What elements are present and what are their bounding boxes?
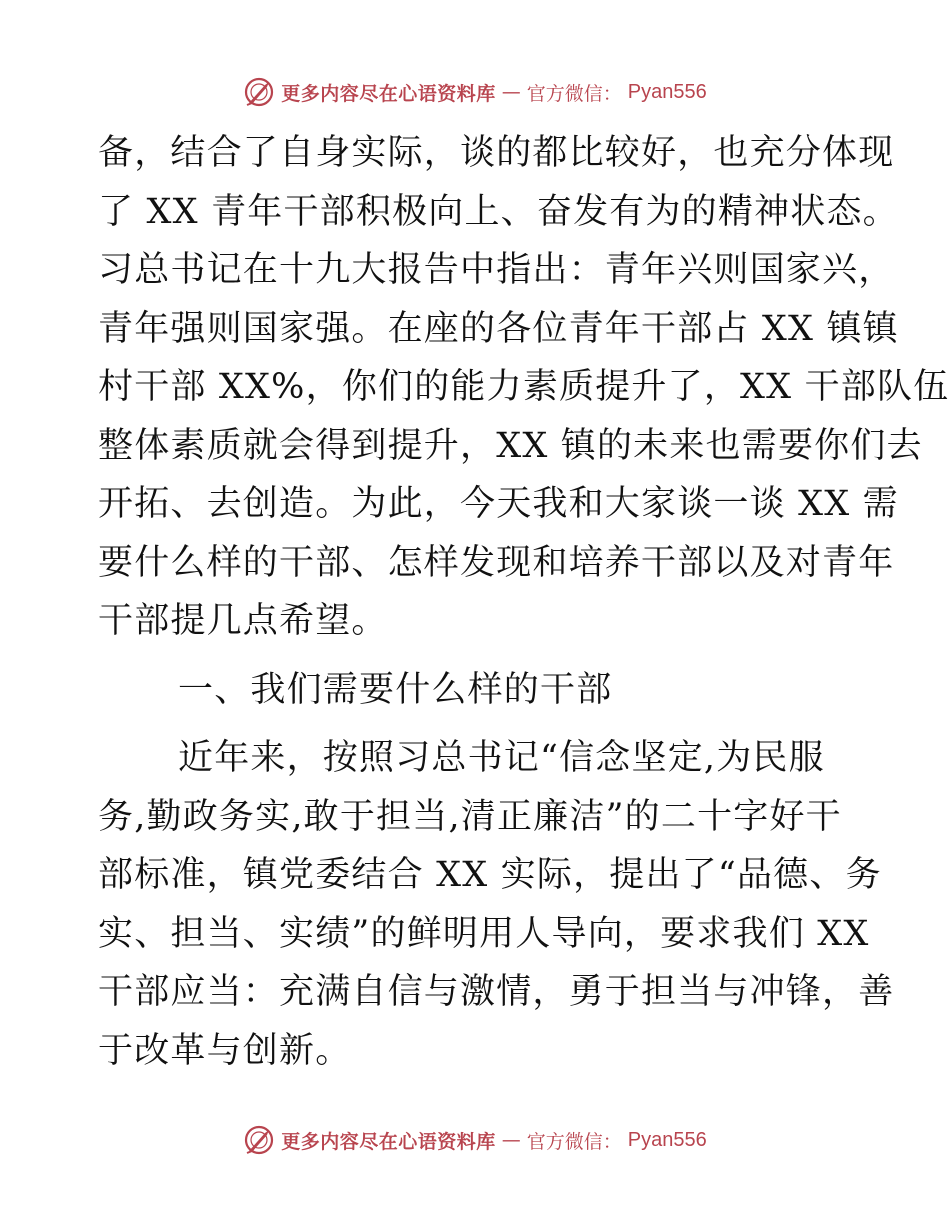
paragraph-line: 干部应当：充满自信与激情，勇于担当与冲锋，善 (98, 972, 895, 1012)
body-line: 习总书记在十九大报告中指出：青年兴则国家兴， (98, 250, 895, 290)
body-line: 备，结合了自身实际，谈的都比较好，也充分体现 (98, 133, 895, 173)
banner-wechat-id: Pyan556 (627, 80, 707, 103)
banner-wechat-id: Pyan556 (627, 1128, 707, 1151)
paragraph-line: 务,勤政务实,敢于担当,清正廉洁”的二十字好干 (98, 796, 842, 837)
footer-banner (0, 1120, 950, 1160)
section-heading: 一、我们需要什么样的干部 (178, 669, 613, 710)
header-banner (0, 72, 950, 112)
body-line: 了 XX 青年干部积极向上、奋发有为的精神状态。 (98, 191, 899, 232)
body-line: 要什么样的干部、怎样发现和培养干部以及对青年 (98, 542, 895, 583)
body-line: 青年强则国家强。在座的各位青年干部占 XX 镇镇 (98, 308, 899, 349)
quill-seal-icon (243, 1124, 275, 1156)
banner-dash: — (501, 1129, 521, 1151)
banner-dash: — (501, 81, 521, 103)
spacer (98, 719, 858, 729)
paragraph-line: 于改革与创新。 (98, 1030, 352, 1071)
body-line: 开拓、去创造。为此，今天我和大家谈一谈 XX 需 (98, 484, 899, 524)
banner-wechat-label: 官方微信： (526, 1130, 622, 1153)
banner-text: 更多内容尽在心语资料库 (281, 82, 496, 105)
document-body (98, 124, 950, 1080)
quill-seal-icon (243, 76, 275, 108)
paragraph-line: 部标准，镇党委结合 XX 实际，提出了“品德、务 (98, 855, 882, 895)
paragraph-line: 实、担当、实绩”的鲜明用人导向，要求我们 XX (98, 913, 870, 954)
banner-text: 更多内容尽在心语资料库 (281, 1130, 496, 1153)
body-line: 干部提几点希望。 (98, 601, 388, 641)
paragraph-line: 近年来，按照习总书记“信念坚定,为民服 (178, 738, 825, 778)
banner-wechat-label: 官方微信： (526, 82, 622, 105)
body-line: 整体素质就会得到提升，XX 镇的未来也需要你们去 (98, 425, 923, 466)
body-line: 村干部 XX%，你们的能力素质提升了，XX 干部队伍 (98, 367, 950, 407)
header-banner-inner (243, 76, 707, 108)
spacer (98, 651, 858, 661)
footer-banner-inner (243, 1124, 707, 1156)
